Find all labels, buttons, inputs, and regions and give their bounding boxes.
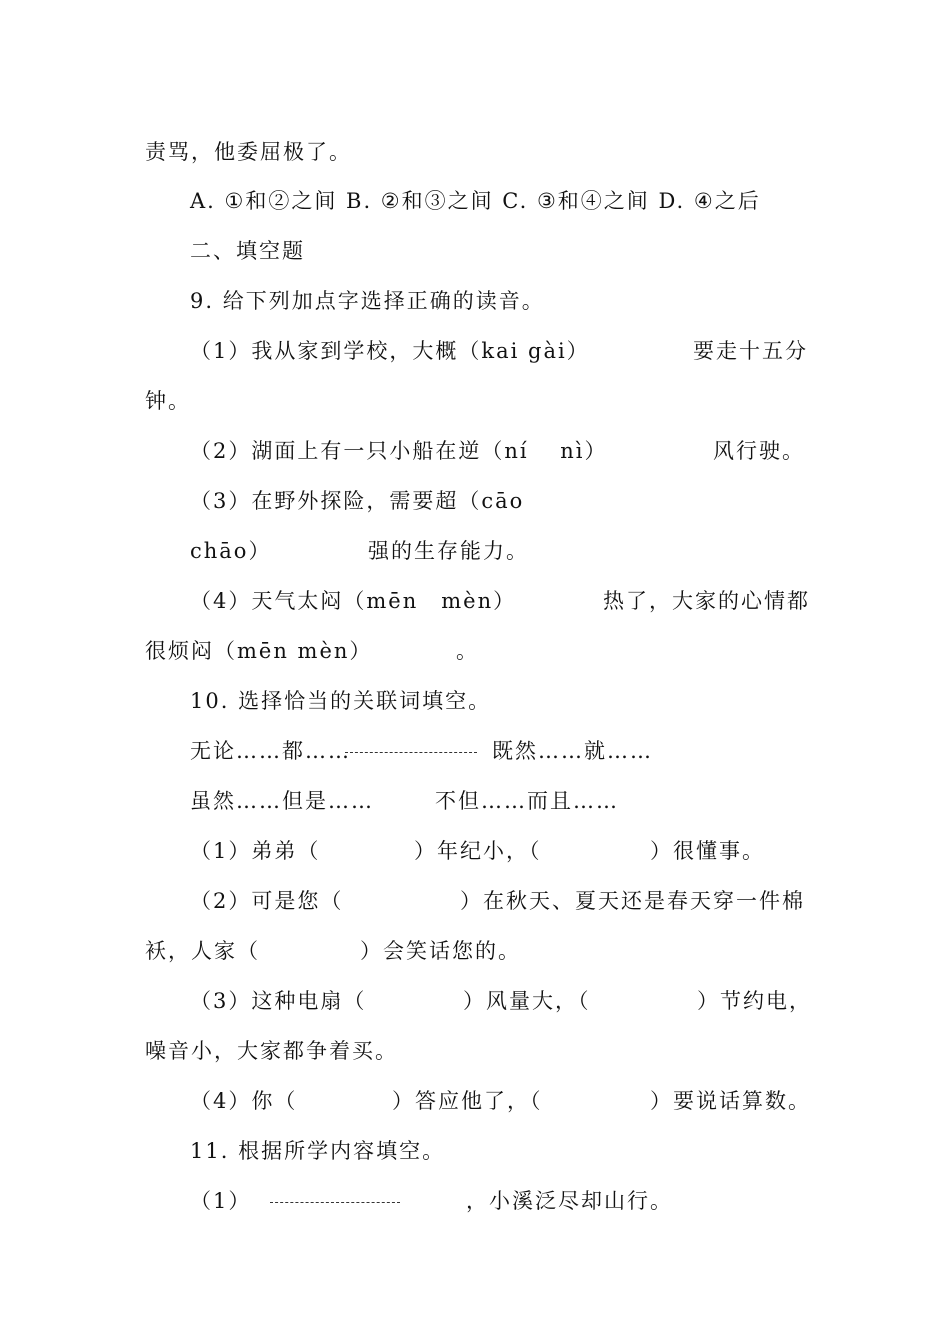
- q10-item3-text-end: ）节约电，: [697, 989, 812, 1013]
- q9-item3-text: （3）在野外探险，需要超（cāo: [190, 489, 525, 513]
- section-title: 二、填空题: [190, 239, 305, 263]
- q10-item3-text: （3）这种电扇（: [190, 989, 367, 1013]
- q10-item1-text-mid: ）年纪小，（: [414, 839, 542, 863]
- q9-item1-text-wrap: 钟。: [145, 389, 191, 413]
- q9-item2-text: （2）湖面上有一只小船在逆（ní nì）: [190, 439, 608, 463]
- q10-stem: 10. 选择恰当的关联词填空。: [190, 689, 492, 713]
- q9-stem: 9. 给下列加点字选择正确的读音。: [190, 289, 545, 313]
- q9-item4-end: 。: [456, 639, 479, 663]
- q10-item1-text: （1）弟弟（: [190, 839, 321, 863]
- q11-item1-label: （1）: [190, 1189, 252, 1213]
- q9-item4-text: （4）天气太闷（mēn mèn）: [190, 589, 517, 613]
- q8-options: A. ①和②之间 B. ②和③之间 C. ③和④之间 D. ④之后: [190, 189, 761, 213]
- q10-item4-text: （4）你（: [190, 1089, 298, 1113]
- q9-item3-text-cont: 强的生存能力。: [368, 539, 529, 563]
- q10-option-separator: [345, 752, 477, 753]
- q11-stem: 11. 根据所学内容填空。: [190, 1139, 446, 1163]
- q10-option-3: 虽然……但是……: [190, 789, 374, 813]
- q9-item2-text-cont: 风行驶。: [713, 439, 805, 463]
- q9-item1-text: （1）我从家到学校，大概（kai gài）: [190, 339, 590, 363]
- q11-item1-blank: [270, 1202, 400, 1203]
- q11-item1-text: ，小溪泛尽却山行。: [466, 1189, 673, 1213]
- q10-item3-text-wrap: 噪音小，大家都争着买。: [145, 1039, 398, 1063]
- q10-item3-text-mid: ）风量大，（: [463, 989, 591, 1013]
- q8-question-tail: 责骂，他委屈极了。: [145, 140, 352, 164]
- q9-item1-text-cont: 要走十五分: [693, 339, 808, 363]
- q9-item4-text-cont: 热了，大家的心情都: [603, 589, 810, 613]
- q10-item2-text-mid: ）在秋天、夏天还是春天穿一件棉: [460, 889, 805, 913]
- q9-item4-text-wrap: 很烦闷（mēn mèn）: [145, 639, 373, 663]
- q10-item2-text-end: ）会笑话您的。: [360, 939, 521, 963]
- q9-item3-pinyin-wrap: chāo）: [190, 539, 272, 563]
- q10-option-2: 既然……就……: [492, 739, 653, 763]
- q10-item4-text-end: ）要说话算数。: [650, 1089, 811, 1113]
- q10-option-4: 不但……而且……: [435, 789, 619, 813]
- q10-option-1: 无论……都……: [190, 739, 351, 763]
- q10-item2-text: （2）可是您（: [190, 889, 344, 913]
- q10-item1-text-end: ）很懂事。: [650, 839, 765, 863]
- q10-item4-text-mid: ）答应他了，（: [392, 1089, 543, 1113]
- q10-item2-text-wrap: 袄，人家（: [145, 939, 260, 963]
